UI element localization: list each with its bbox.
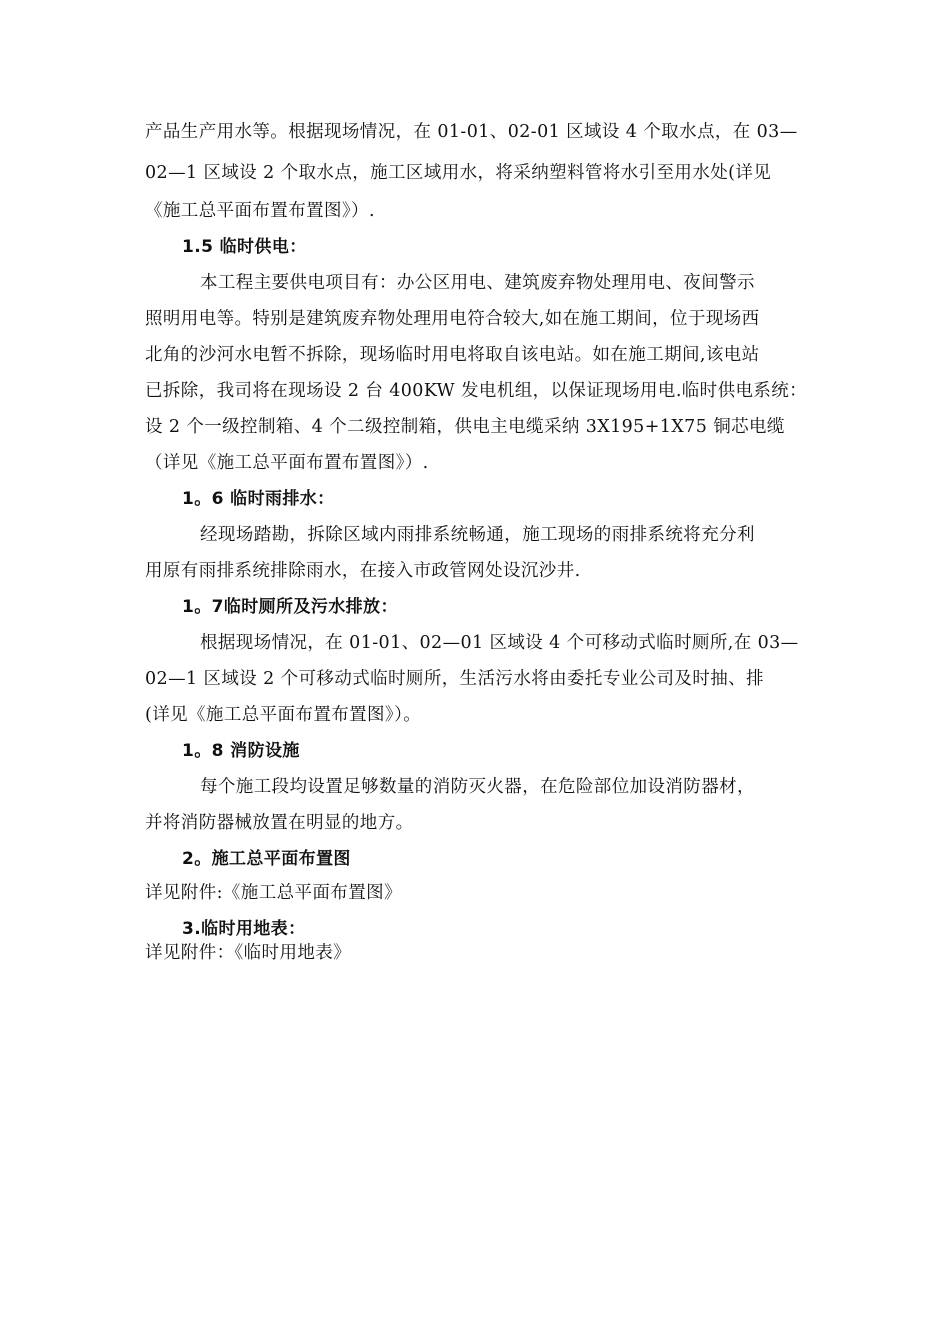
heading-fire-protection: 1。8 消防设施 [182,741,300,761]
heading-site-layout-plan: 2。施工总平面布置图 [182,849,351,869]
paragraph-toilets-line-1: 根据现场情况，在 01-01、02—01 区域设 4 个可移动式临时厕所,在 03— [200,633,799,653]
heading-temporary-drainage: 1。6 临时雨排水： [182,489,335,509]
heading-temporary-power: 1.5 临时供电： [182,237,307,257]
paragraph-water-line-2: 02—1 区域设 2 个取水点，施工区域用水，将采纳塑料管将水引至用水处(详见 [145,163,772,183]
paragraph-drainage-line-2: 用原有雨排系统排除雨水，在接入市政管网处设沉沙井. [145,561,581,581]
paragraph-water-line-1: 产品生产用水等。根据现场情况，在 01-01、02-01 区域设 4 个取水点，在 03— [145,122,798,142]
paragraph-drainage-line-1: 经现场踏勘，拆除区域内雨排系统畅通，施工现场的雨排系统将充分利 [200,525,755,545]
paragraph-power-line-2: 照明用电等。特别是建筑废弃物处理用电符合较大,如在施工期间，位于现场西 [145,309,760,329]
paragraph-power-line-3: 北角的沙河水电暂不拆除，现场临时用电将取自该电站。如在施工期间,该电站 [145,345,760,365]
paragraph-land-attachment: 详见附件：《临时用地表》 [145,943,352,963]
paragraph-power-line-4: 已拆除，我司将在现场设 2 台 400KW 发电机组，以保证现场用电.临时供电系统： [145,381,808,401]
paragraph-fire-line-1: 每个施工段均设置足够数量的消防灭火器，在危险部位加设消防器材， [200,777,755,797]
heading-temporary-toilets: 1。7临时厕所及污水排放： [182,597,398,617]
paragraph-toilets-line-2: 02—1 区域设 2 个可移动式临时厕所，生活污水将由委托专业公司及时抽、排 [145,669,764,689]
paragraph-power-line-1: 本工程主要供电项目有：办公区用电、建筑废弃物处理用电、夜间警示 [200,273,755,293]
paragraph-layout-attachment: 详见附件:《施工总平面布置图》 [145,883,402,903]
paragraph-water-line-3: 《施工总平面布置布置图》）. [145,201,375,221]
paragraph-fire-line-2: 并将消防器械放置在明显的地方。 [145,813,414,833]
paragraph-power-line-5: 设 2 个一级控制箱、4 个二级控制箱，供电主电缆采纳 3X195+1X75 铜芯电缆 [145,417,785,437]
paragraph-toilets-line-3: (详见《施工总平面布置布置图》）。 [145,705,422,725]
paragraph-power-line-6: （详见《施工总平面布置布置图》）. [145,453,429,473]
heading-temporary-land-table: 3.临时用地表： [182,919,306,939]
